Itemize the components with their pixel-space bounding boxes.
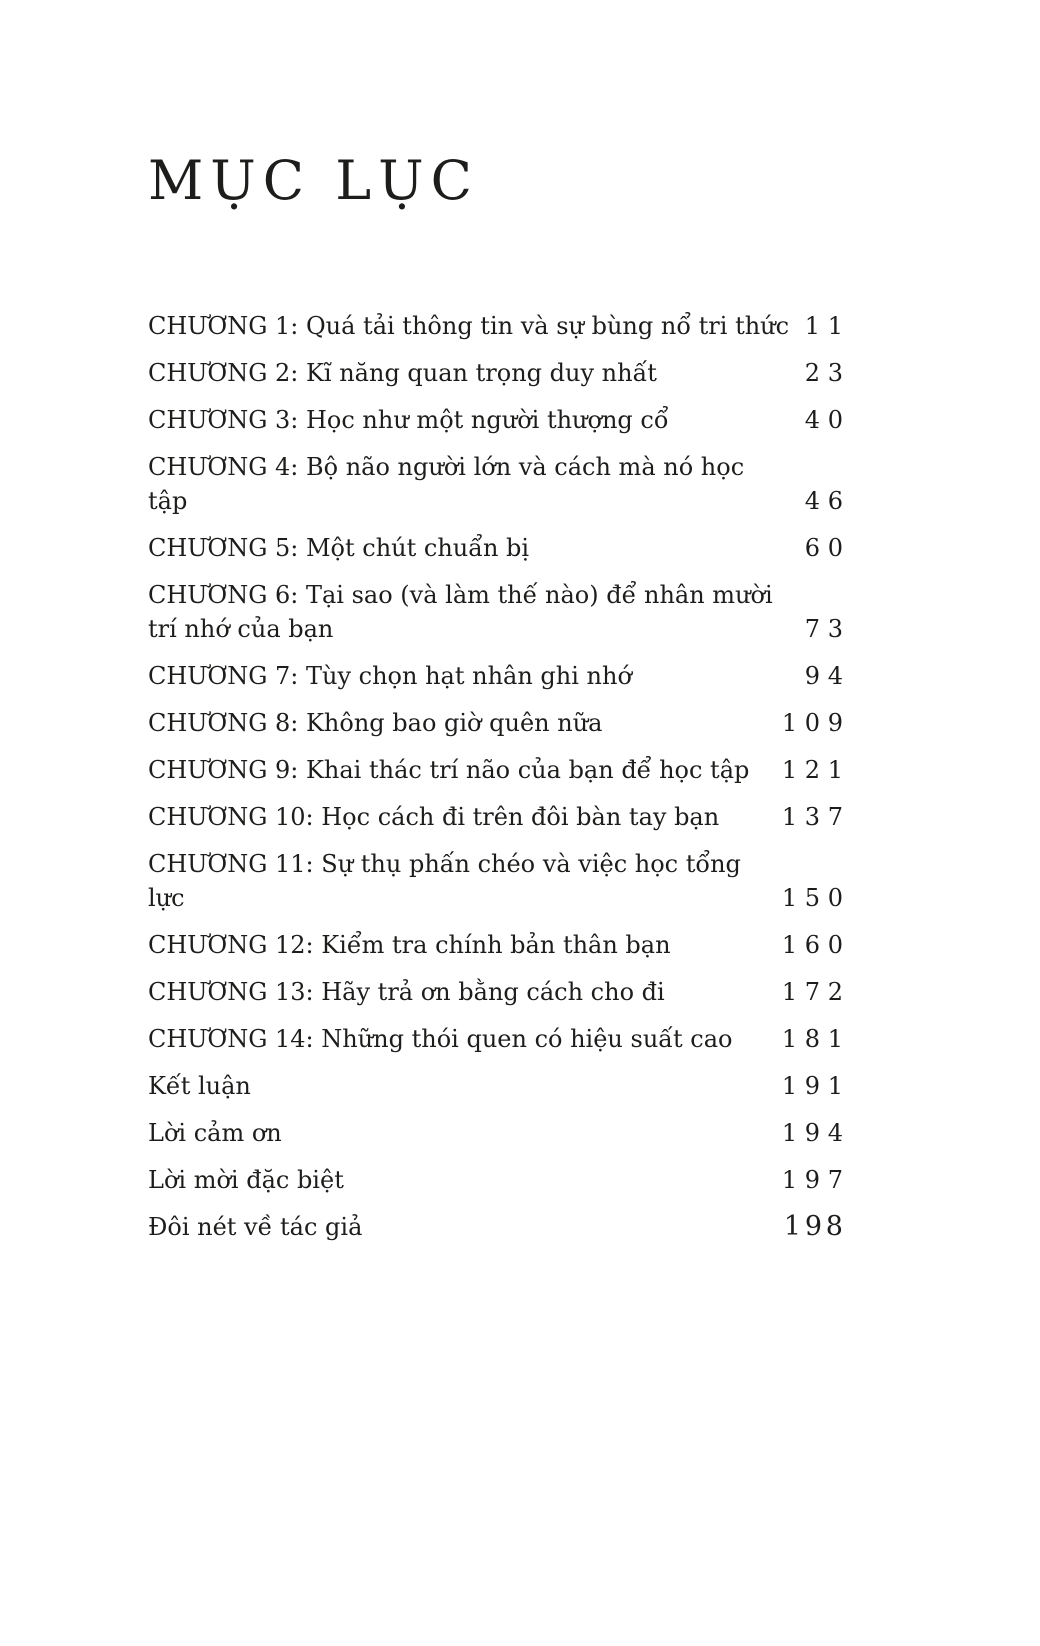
toc-entry [148,403,851,437]
toc-entry-label: CHƯƠNG 10: Học cách đi trên đôi bàn tay bạn [148,803,720,831]
toc-entry-page-number: 73 [804,615,851,643]
toc-entry-page-number: 94 [804,662,851,690]
toc-entry-label: Lời cảm ơn [148,1119,282,1147]
toc-entry-page-number: 172 [781,978,851,1006]
toc-entry [148,356,851,390]
toc-entry [148,1163,851,1197]
toc-entry [148,1069,851,1103]
toc-entry-label: CHƯƠNG 14: Những thói quen có hiệu suất cao [148,1025,733,1053]
page-title: MỤC LỤC [148,149,479,212]
toc-entry [148,800,851,834]
toc-entry [148,309,851,343]
toc-entry-page-number: 181 [781,1025,851,1053]
toc-entry-label: CHƯƠNG 13: Hãy trả ơn bằng cách cho đi [148,978,665,1006]
toc-entry-page-number: 191 [781,1072,851,1100]
toc-entry [148,1022,851,1056]
toc-entry [148,578,851,646]
toc-entry-label: CHƯƠNG 11: Sự thụ phấn chéo và việc học tổng lực [148,850,741,912]
toc-entry-page-number: 23 [804,359,851,387]
toc-entry-label: CHƯƠNG 1: Quá tải thông tin và sự bùng nổ tri thức [148,312,790,340]
toc-entry-label: CHƯƠNG 5: Một chút chuẩn bị [148,534,530,562]
toc-list [148,309,851,1244]
toc-entry-page-number: 150 [781,884,851,912]
toc-entry-page-number: 109 [781,709,851,737]
toc-entry-label: CHƯƠNG 7: Tùy chọn hạt nhân ghi nhớ [148,662,632,690]
toc-entry-page-number: 46 [804,487,851,515]
toc-entry-page-number: 11 [804,312,851,340]
toc-entry-label: CHƯƠNG 2: Kĩ năng quan trọng duy nhất [148,359,657,387]
toc-entry-label: CHƯƠNG 8: Không bao giờ quên nữa [148,709,603,737]
toc-entry-page-number: 60 [804,534,851,562]
toc-entry-page-number: 40 [804,406,851,434]
toc-entry [148,975,851,1009]
toc-entry [148,928,851,962]
toc-entry-label: Kết luận [148,1072,251,1100]
toc-entry-page-number: 121 [781,756,851,784]
toc-entry [148,531,851,565]
toc-entry-page-number: 198 [783,1211,847,1242]
toc-entry-page-number: 194 [781,1119,851,1147]
toc-entry-label: CHƯƠNG 12: Kiểm tra chính bản thân bạn [148,931,671,959]
toc-entry-page-number: 160 [781,931,851,959]
toc-entry [148,1210,847,1244]
toc-entry-label: CHƯƠNG 3: Học như một người thượng cổ [148,406,669,434]
toc-entry-label: CHƯƠNG 6: Tại sao (và làm thế nào) để nhân mười trí nhớ của bạn [148,581,773,643]
toc-entry-label: CHƯƠNG 4: Bộ não người lớn và cách mà nó học tập [148,453,745,515]
toc-entry-label: CHƯƠNG 9: Khai thác trí não của bạn để học tập [148,756,750,784]
toc-entry-page-number: 197 [781,1166,851,1194]
toc-entry [148,1116,851,1150]
toc-entry [148,706,851,740]
toc-entry-label: Lời mời đặc biệt [148,1166,344,1194]
toc-entry [148,450,851,518]
toc-entry [148,753,851,787]
toc-entry-page-number: 137 [781,803,851,831]
toc-entry-label: Đôi nét về tác giả [148,1213,363,1241]
toc-entry [148,847,851,915]
toc-entry [148,659,851,693]
